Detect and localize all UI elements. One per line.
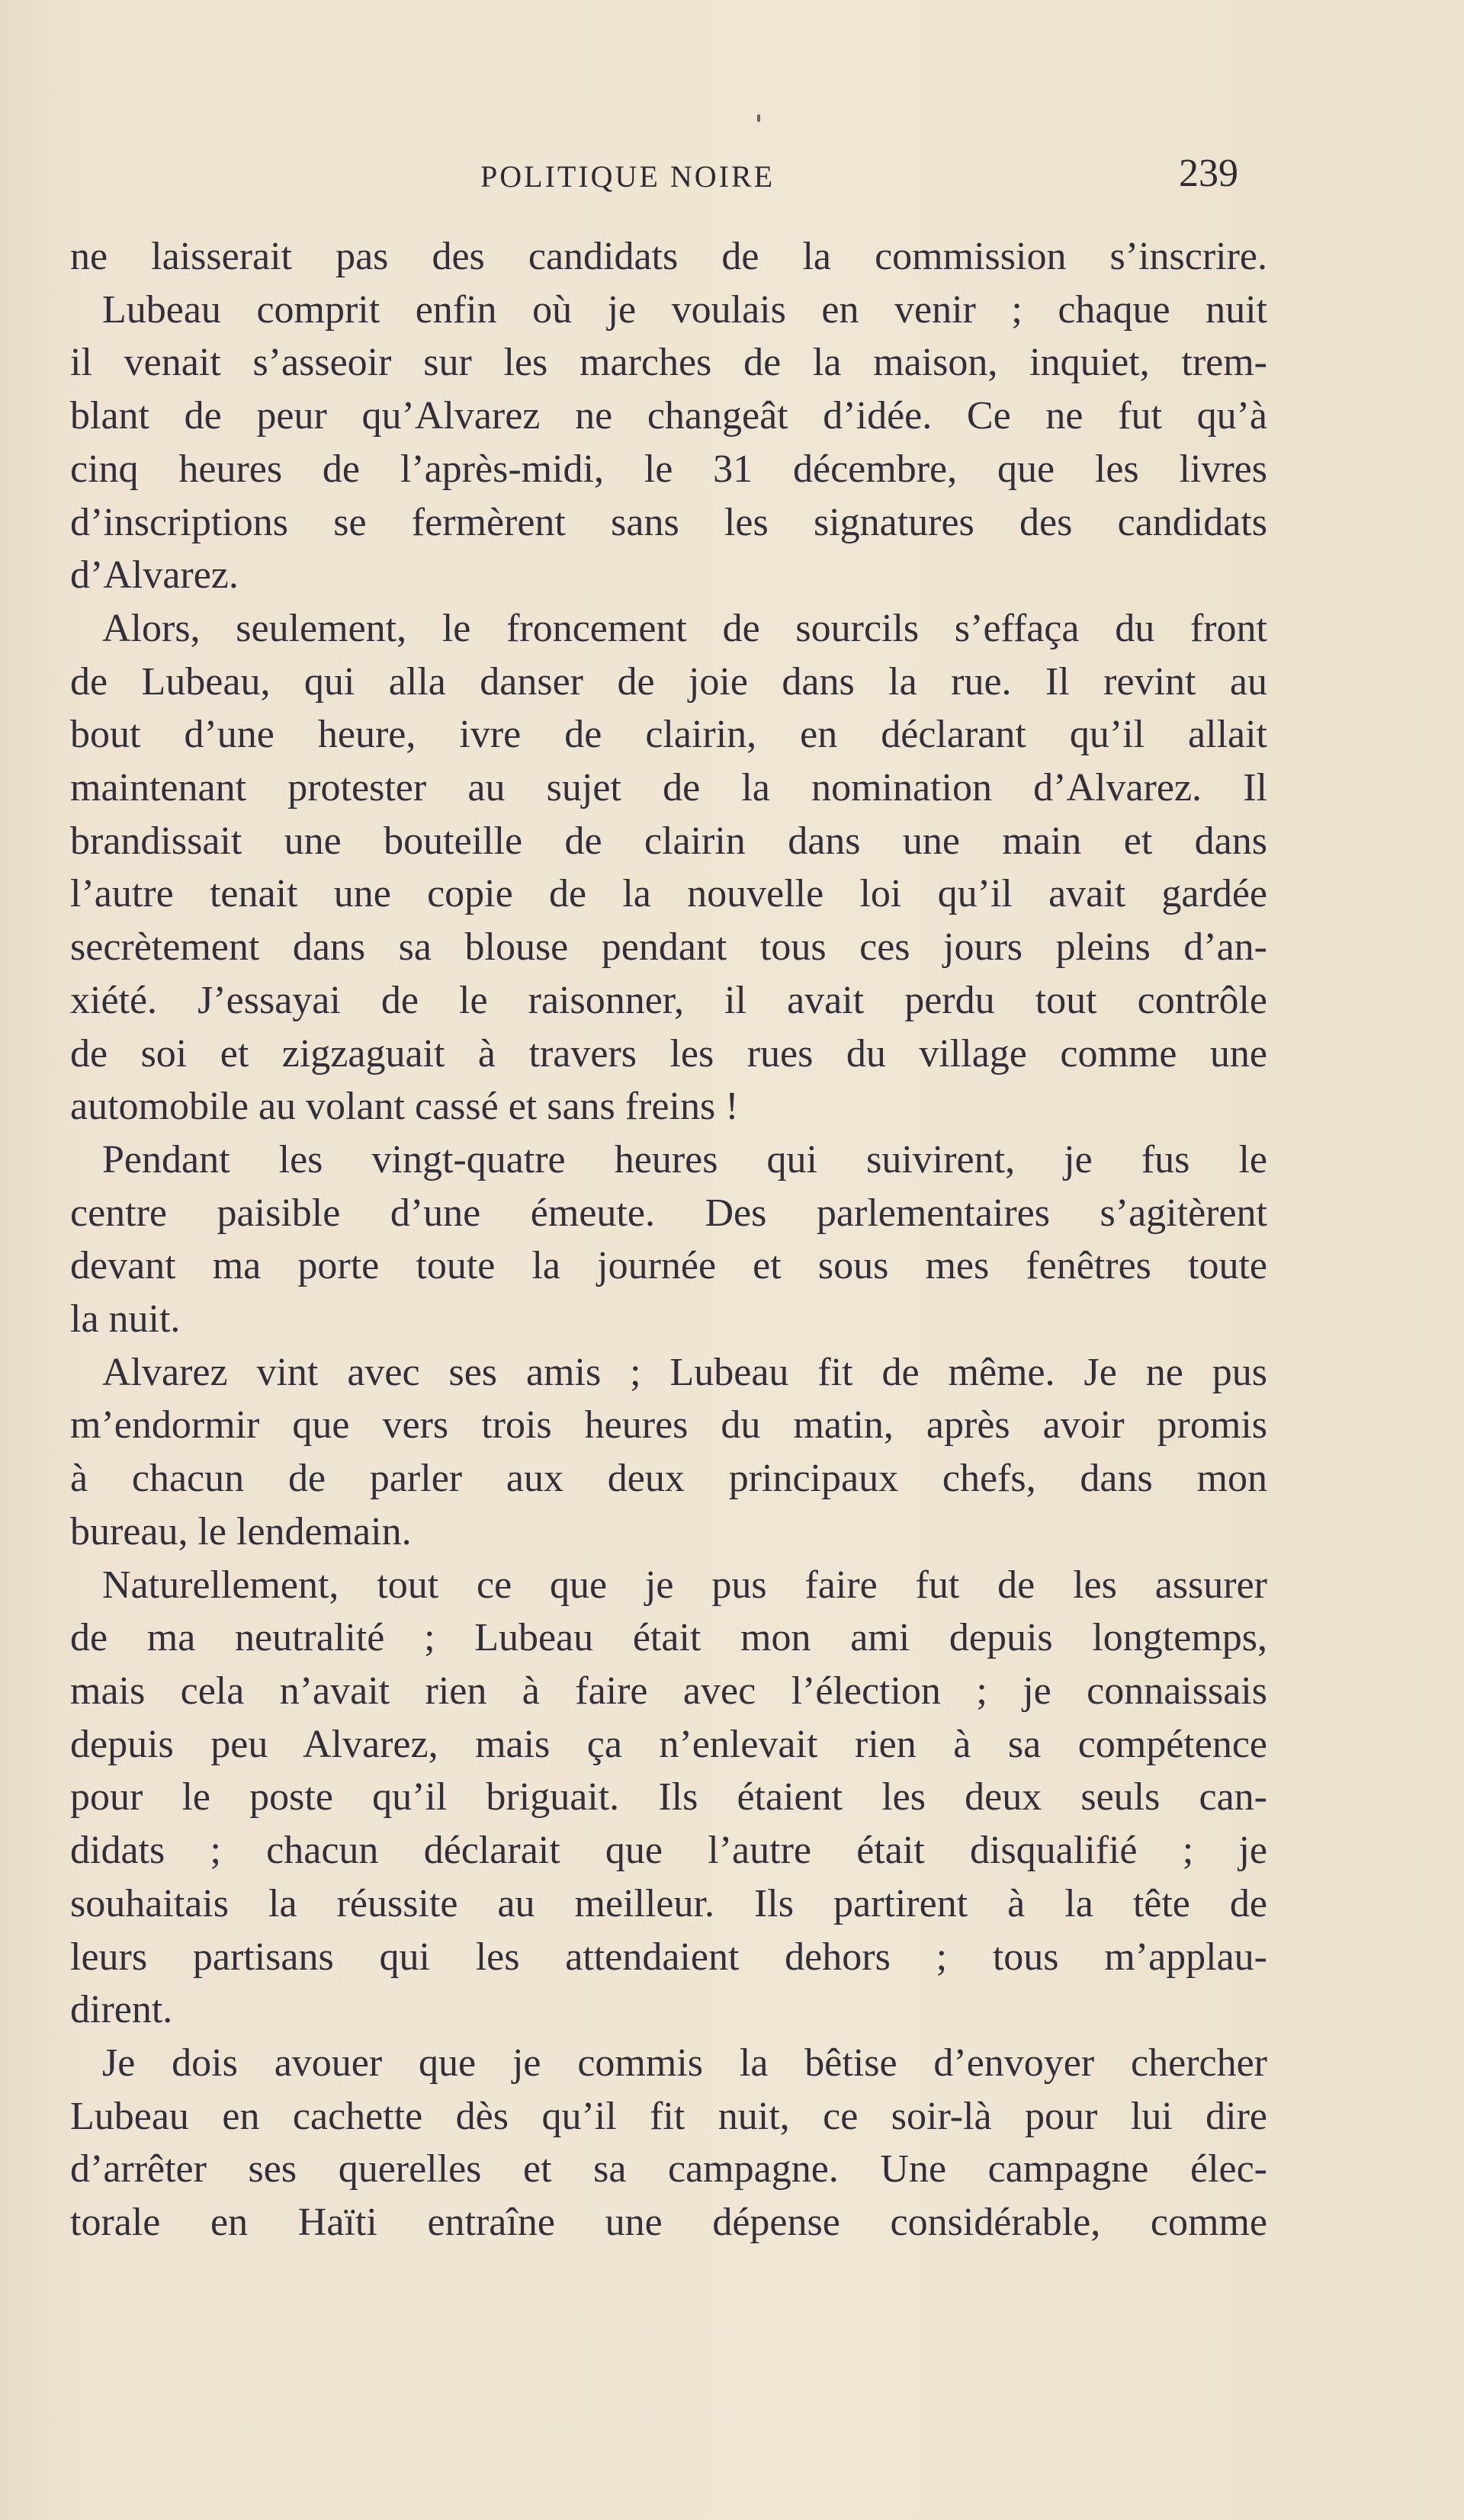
text-line: centre paisible d’une émeute. Des parlementaires s’agitèrent bbox=[70, 1191, 1267, 1235]
text-line: maintenant protester au sujet de la nomination d’Alvarez. Il bbox=[70, 766, 1267, 810]
text-line: pour le poste qu’il briguait. Ils étaient les deux seuls can- bbox=[70, 1775, 1267, 1819]
text-line: bureau, le lendemain. bbox=[70, 1509, 412, 1553]
text-line: brandissait une bouteille de clairin dans une main et dans bbox=[70, 819, 1267, 863]
text-line: à chacun de parler aux deux principaux chefs, dans mon bbox=[70, 1457, 1267, 1501]
text-line: Pendant les vingt-quatre heures qui suivirent, je fus le bbox=[102, 1137, 1267, 1181]
text-line: Alors, seulement, le froncement de sourcils s’effaça du front bbox=[102, 606, 1267, 650]
page-number: 239 bbox=[1179, 152, 1238, 195]
text-line: didats ; chacun déclarait que l’autre était disqualifié ; je bbox=[70, 1829, 1267, 1873]
text-line: secrètement dans sa blouse pendant tous ces jours pleins d’an- bbox=[70, 925, 1267, 970]
text-line: l’autre tenait une copie de la nouvelle loi qu’il avait gardée bbox=[70, 872, 1267, 916]
text-line: de soi et zigzaguait à travers les rues du village comme une bbox=[70, 1031, 1267, 1076]
text-line: d’inscriptions se fermèrent sans les signatures des candidats bbox=[70, 500, 1267, 544]
text-line: leurs partisans qui les attendaient dehors ; tous m’applau- bbox=[70, 1935, 1267, 1979]
text-line: blant de peur qu’Alvarez ne changeât d’idée. Ce ne fut qu’à bbox=[70, 394, 1267, 438]
text-line: d’arrêter ses querelles et sa campagne. Une campagne élec- bbox=[70, 2147, 1267, 2191]
text-line: depuis peu Alvarez, mais ça n’enlevait rien à sa compétence bbox=[70, 1722, 1267, 1766]
body-text bbox=[70, 230, 1267, 2249]
text-line: souhaitais la réussite au meilleur. Ils partirent à la tête de bbox=[70, 1881, 1267, 1925]
text-line: bout d’une heure, ivre de clairin, en déclarant qu’il allait bbox=[70, 713, 1267, 757]
text-line: cinq heures de l’après-midi, le 31 décembre, que les livres bbox=[70, 447, 1267, 491]
text-line: m’endormir que vers trois heures du matin, après avoir promis bbox=[70, 1403, 1267, 1448]
text-line: de ma neutralité ; Lubeau était mon ami depuis longtemps, bbox=[70, 1616, 1267, 1660]
text-line: mais cela n’avait rien à faire avec l’élection ; je connaissais bbox=[70, 1669, 1267, 1713]
text-line: Lubeau en cachette dès qu’il fit nuit, ce soir-là pour lui dire bbox=[70, 2094, 1267, 2138]
text-line: Naturellement, tout ce que je pus faire fut de les assurer bbox=[102, 1563, 1267, 1607]
page-header bbox=[0, 151, 1464, 204]
ink-speck bbox=[757, 114, 760, 122]
text-line: devant ma porte toute la journée et sous mes fenêtres toute bbox=[70, 1244, 1267, 1288]
text-line: xiété. J’essayai de le raisonner, il avait perdu tout contrôle bbox=[70, 978, 1267, 1022]
text-line: Je dois avouer que je commis la bêtise d’envoyer chercher bbox=[102, 2041, 1267, 2085]
text-line: Alvarez vint avec ses amis ; Lubeau fit de même. Je ne pus bbox=[102, 1350, 1267, 1394]
text-line: ne laisserait pas des candidats de la commission s’inscrire. bbox=[70, 235, 1267, 278]
text-line: la nuit. bbox=[70, 1297, 181, 1342]
text-line: automobile au volant cassé et sans freins ! bbox=[70, 1085, 739, 1129]
running-title: POLITIQUE NOIRE bbox=[480, 159, 775, 194]
text-line: Lubeau comprit enfin où je voulais en venir ; chaque nuit bbox=[102, 287, 1267, 332]
text-line: dirent. bbox=[70, 1988, 173, 2032]
text-line: torale en Haïti entraîne une dépense considérable, comme bbox=[70, 2201, 1267, 2245]
text-line: il venait s’asseoir sur les marches de la maison, inquiet, trem- bbox=[70, 341, 1267, 385]
text-line: d’Alvarez. bbox=[70, 553, 239, 598]
text-line: de Lubeau, qui alla danser de joie dans la rue. Il revint au bbox=[70, 659, 1267, 704]
